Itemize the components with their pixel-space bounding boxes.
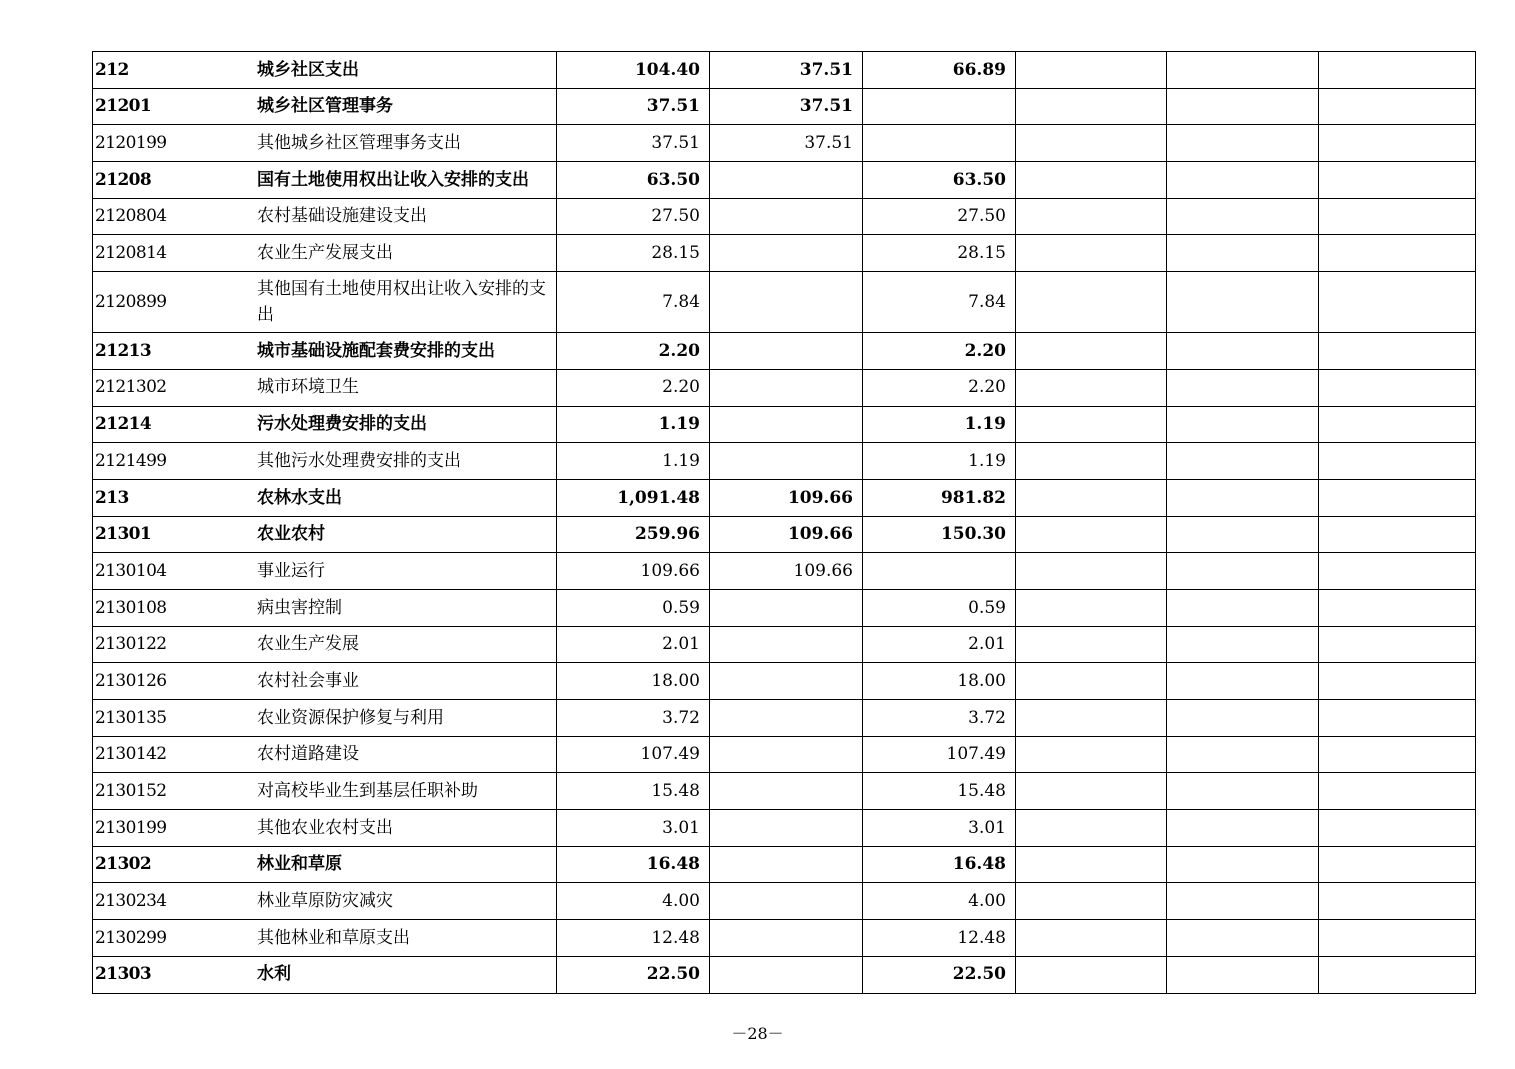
row-name-cell: 污水处理费安排的支出 <box>255 406 557 443</box>
row-empty-cell <box>1167 88 1319 125</box>
row-name-cell: 城乡社区支出 <box>255 52 557 89</box>
row-total-cell: 1,091.48 <box>557 479 710 516</box>
row-name-cell: 事业运行 <box>255 553 557 590</box>
row-name-cell: 林业和草原 <box>255 846 557 883</box>
row-project-expenditure-cell: 981.82 <box>863 479 1016 516</box>
row-empty-cell <box>1167 883 1319 920</box>
row-total-cell: 2.20 <box>557 369 710 406</box>
row-total-cell: 12.48 <box>557 920 710 957</box>
row-total-cell: 22.50 <box>557 956 710 993</box>
row-code-cell: 2130152 <box>93 773 255 810</box>
table-row <box>93 198 1476 235</box>
budget-table <box>92 51 1476 994</box>
row-empty-cell <box>1016 443 1167 480</box>
table-row <box>93 88 1476 125</box>
row-name-cell: 病虫害控制 <box>255 589 557 626</box>
row-empty-cell <box>1167 589 1319 626</box>
row-empty-cell <box>1016 553 1167 590</box>
row-empty-cell <box>1167 162 1319 199</box>
row-empty-cell <box>1016 406 1167 443</box>
row-total-cell: 2.01 <box>557 626 710 663</box>
row-empty-cell <box>1016 883 1167 920</box>
table-row <box>93 369 1476 406</box>
row-name-cell: 农业资源保护修复与利用 <box>255 700 557 737</box>
row-empty-cell <box>1167 52 1319 89</box>
row-empty-cell <box>1319 810 1476 847</box>
row-empty-cell <box>1167 956 1319 993</box>
row-project-expenditure-cell: 63.50 <box>863 162 1016 199</box>
row-empty-cell <box>1016 52 1167 89</box>
row-project-expenditure-cell: 0.59 <box>863 589 1016 626</box>
row-empty-cell <box>1319 700 1476 737</box>
row-empty-cell <box>1016 846 1167 883</box>
row-empty-cell <box>1016 956 1167 993</box>
row-total-cell: 1.19 <box>557 406 710 443</box>
row-empty-cell <box>1319 773 1476 810</box>
table-row <box>93 406 1476 443</box>
row-name-cell: 其他国有土地使用权出让收入安排的支出 <box>255 272 557 333</box>
row-code-cell: 21208 <box>93 162 255 199</box>
row-empty-cell <box>1167 443 1319 480</box>
row-basic-expenditure-cell <box>710 589 863 626</box>
row-empty-cell <box>1167 369 1319 406</box>
page-number: －28－ <box>731 1024 784 1043</box>
row-project-expenditure-cell: 15.48 <box>863 773 1016 810</box>
row-code-cell: 2130122 <box>93 626 255 663</box>
table-row <box>93 810 1476 847</box>
row-empty-cell <box>1319 443 1476 480</box>
row-project-expenditure-cell: 150.30 <box>863 516 1016 553</box>
row-project-expenditure-cell: 2.20 <box>863 333 1016 370</box>
table-row <box>93 883 1476 920</box>
row-basic-expenditure-cell <box>710 700 863 737</box>
row-project-expenditure-cell: 1.19 <box>863 443 1016 480</box>
table-body <box>93 52 1476 994</box>
row-empty-cell <box>1167 700 1319 737</box>
row-total-cell: 18.00 <box>557 663 710 700</box>
row-name-cell: 国有土地使用权出让收入安排的支出 <box>255 162 557 199</box>
row-code-cell: 2121499 <box>93 443 255 480</box>
row-name-cell: 农村道路建设 <box>255 736 557 773</box>
row-name-cell: 农村基础设施建设支出 <box>255 198 557 235</box>
row-name-cell: 农业生产发展支出 <box>255 235 557 272</box>
table-row <box>93 235 1476 272</box>
row-empty-cell <box>1167 333 1319 370</box>
row-basic-expenditure-cell <box>710 162 863 199</box>
row-project-expenditure-cell <box>863 125 1016 162</box>
row-basic-expenditure-cell <box>710 956 863 993</box>
row-empty-cell <box>1016 333 1167 370</box>
row-empty-cell <box>1319 272 1476 333</box>
row-empty-cell <box>1167 479 1319 516</box>
row-code-cell: 2130108 <box>93 589 255 626</box>
row-empty-cell <box>1319 125 1476 162</box>
row-basic-expenditure-cell: 109.66 <box>710 516 863 553</box>
row-project-expenditure-cell: 4.00 <box>863 883 1016 920</box>
row-code-cell: 2130199 <box>93 810 255 847</box>
row-empty-cell <box>1167 810 1319 847</box>
row-project-expenditure-cell: 22.50 <box>863 956 1016 993</box>
row-total-cell: 107.49 <box>557 736 710 773</box>
row-project-expenditure-cell <box>863 88 1016 125</box>
row-empty-cell <box>1016 162 1167 199</box>
row-total-cell: 27.50 <box>557 198 710 235</box>
row-empty-cell <box>1167 406 1319 443</box>
row-empty-cell <box>1016 700 1167 737</box>
table-row <box>93 846 1476 883</box>
row-empty-cell <box>1319 956 1476 993</box>
row-basic-expenditure-cell <box>710 626 863 663</box>
row-empty-cell <box>1016 235 1167 272</box>
row-code-cell: 2130135 <box>93 700 255 737</box>
row-name-cell: 城市环境卫生 <box>255 369 557 406</box>
row-empty-cell <box>1016 369 1167 406</box>
row-basic-expenditure-cell <box>710 663 863 700</box>
row-empty-cell <box>1016 198 1167 235</box>
row-empty-cell <box>1319 198 1476 235</box>
row-name-cell: 其他城乡社区管理事务支出 <box>255 125 557 162</box>
row-empty-cell <box>1319 846 1476 883</box>
row-name-cell: 对高校毕业生到基层任职补助 <box>255 773 557 810</box>
row-code-cell: 2130126 <box>93 663 255 700</box>
row-empty-cell <box>1319 553 1476 590</box>
row-code-cell: 21201 <box>93 88 255 125</box>
row-empty-cell <box>1016 125 1167 162</box>
row-project-expenditure-cell: 7.84 <box>863 272 1016 333</box>
row-basic-expenditure-cell <box>710 235 863 272</box>
table-row <box>93 700 1476 737</box>
row-empty-cell <box>1016 589 1167 626</box>
row-empty-cell <box>1319 663 1476 700</box>
row-project-expenditure-cell: 3.72 <box>863 700 1016 737</box>
row-project-expenditure-cell <box>863 553 1016 590</box>
row-basic-expenditure-cell: 109.66 <box>710 479 863 516</box>
row-total-cell: 28.15 <box>557 235 710 272</box>
row-basic-expenditure-cell <box>710 810 863 847</box>
row-empty-cell <box>1016 272 1167 333</box>
row-total-cell: 104.40 <box>557 52 710 89</box>
table-row <box>93 663 1476 700</box>
table-row <box>93 626 1476 663</box>
table-row <box>93 920 1476 957</box>
row-code-cell: 21303 <box>93 956 255 993</box>
row-project-expenditure-cell: 107.49 <box>863 736 1016 773</box>
row-total-cell: 37.51 <box>557 88 710 125</box>
row-name-cell: 水利 <box>255 956 557 993</box>
row-empty-cell <box>1016 736 1167 773</box>
row-empty-cell <box>1167 553 1319 590</box>
row-total-cell: 15.48 <box>557 773 710 810</box>
row-basic-expenditure-cell <box>710 369 863 406</box>
row-empty-cell <box>1319 920 1476 957</box>
row-empty-cell <box>1167 198 1319 235</box>
row-basic-expenditure-cell: 109.66 <box>710 553 863 590</box>
row-code-cell: 2121302 <box>93 369 255 406</box>
row-name-cell: 城市基础设施配套费安排的支出 <box>255 333 557 370</box>
table-row <box>93 553 1476 590</box>
row-empty-cell <box>1167 846 1319 883</box>
row-project-expenditure-cell: 2.20 <box>863 369 1016 406</box>
row-empty-cell <box>1167 272 1319 333</box>
row-basic-expenditure-cell <box>710 883 863 920</box>
row-name-cell: 农业农村 <box>255 516 557 553</box>
table-row <box>93 443 1476 480</box>
row-total-cell: 109.66 <box>557 553 710 590</box>
row-empty-cell <box>1319 516 1476 553</box>
row-empty-cell <box>1319 736 1476 773</box>
row-total-cell: 7.84 <box>557 272 710 333</box>
table-row <box>93 589 1476 626</box>
row-empty-cell <box>1167 516 1319 553</box>
row-total-cell: 4.00 <box>557 883 710 920</box>
row-empty-cell <box>1319 589 1476 626</box>
row-name-cell: 城乡社区管理事务 <box>255 88 557 125</box>
row-code-cell: 212 <box>93 52 255 89</box>
row-project-expenditure-cell: 18.00 <box>863 663 1016 700</box>
row-project-expenditure-cell: 16.48 <box>863 846 1016 883</box>
row-basic-expenditure-cell <box>710 272 863 333</box>
row-empty-cell <box>1016 88 1167 125</box>
row-empty-cell <box>1319 626 1476 663</box>
row-total-cell: 37.51 <box>557 125 710 162</box>
row-empty-cell <box>1167 773 1319 810</box>
row-empty-cell <box>1319 88 1476 125</box>
row-code-cell: 21302 <box>93 846 255 883</box>
row-name-cell: 农林水支出 <box>255 479 557 516</box>
row-project-expenditure-cell: 2.01 <box>863 626 1016 663</box>
row-code-cell: 2130104 <box>93 553 255 590</box>
table-row <box>93 272 1476 333</box>
table-row <box>93 516 1476 553</box>
row-empty-cell <box>1319 369 1476 406</box>
row-total-cell: 63.50 <box>557 162 710 199</box>
row-project-expenditure-cell: 12.48 <box>863 920 1016 957</box>
row-empty-cell <box>1016 479 1167 516</box>
table-row <box>93 52 1476 89</box>
row-total-cell: 3.72 <box>557 700 710 737</box>
row-code-cell: 21214 <box>93 406 255 443</box>
table-row <box>93 333 1476 370</box>
row-code-cell: 21301 <box>93 516 255 553</box>
row-code-cell: 2120899 <box>93 272 255 333</box>
row-empty-cell <box>1016 773 1167 810</box>
row-total-cell: 2.20 <box>557 333 710 370</box>
row-empty-cell <box>1167 235 1319 272</box>
row-empty-cell <box>1167 736 1319 773</box>
table-row <box>93 956 1476 993</box>
row-empty-cell <box>1319 333 1476 370</box>
row-empty-cell <box>1167 626 1319 663</box>
table-row <box>93 125 1476 162</box>
row-total-cell: 0.59 <box>557 589 710 626</box>
row-name-cell: 林业草原防灾减灾 <box>255 883 557 920</box>
row-name-cell: 其他污水处理费安排的支出 <box>255 443 557 480</box>
row-project-expenditure-cell: 66.89 <box>863 52 1016 89</box>
row-empty-cell <box>1319 479 1476 516</box>
row-total-cell: 1.19 <box>557 443 710 480</box>
row-basic-expenditure-cell <box>710 406 863 443</box>
row-empty-cell <box>1167 125 1319 162</box>
row-basic-expenditure-cell <box>710 773 863 810</box>
row-empty-cell <box>1319 406 1476 443</box>
table-row <box>93 479 1476 516</box>
row-code-cell: 2130234 <box>93 883 255 920</box>
row-basic-expenditure-cell <box>710 920 863 957</box>
row-empty-cell <box>1319 883 1476 920</box>
row-name-cell: 其他林业和草原支出 <box>255 920 557 957</box>
row-name-cell: 农业生产发展 <box>255 626 557 663</box>
row-project-expenditure-cell: 1.19 <box>863 406 1016 443</box>
row-empty-cell <box>1319 52 1476 89</box>
row-empty-cell <box>1167 663 1319 700</box>
row-project-expenditure-cell: 27.50 <box>863 198 1016 235</box>
row-project-expenditure-cell: 28.15 <box>863 235 1016 272</box>
row-empty-cell <box>1016 920 1167 957</box>
table-row <box>93 736 1476 773</box>
row-basic-expenditure-cell <box>710 736 863 773</box>
row-basic-expenditure-cell: 37.51 <box>710 52 863 89</box>
row-name-cell: 其他农业农村支出 <box>255 810 557 847</box>
row-empty-cell <box>1319 235 1476 272</box>
row-basic-expenditure-cell <box>710 443 863 480</box>
row-empty-cell <box>1016 516 1167 553</box>
row-empty-cell <box>1016 626 1167 663</box>
table-row <box>93 773 1476 810</box>
row-empty-cell <box>1016 810 1167 847</box>
row-empty-cell <box>1016 663 1167 700</box>
row-project-expenditure-cell: 3.01 <box>863 810 1016 847</box>
row-code-cell: 21213 <box>93 333 255 370</box>
row-empty-cell <box>1167 920 1319 957</box>
table-row <box>93 162 1476 199</box>
row-basic-expenditure-cell: 37.51 <box>710 88 863 125</box>
row-code-cell: 2120199 <box>93 125 255 162</box>
row-basic-expenditure-cell: 37.51 <box>710 125 863 162</box>
row-empty-cell <box>1319 162 1476 199</box>
row-basic-expenditure-cell <box>710 198 863 235</box>
row-total-cell: 259.96 <box>557 516 710 553</box>
row-code-cell: 2120814 <box>93 235 255 272</box>
row-total-cell: 3.01 <box>557 810 710 847</box>
row-name-cell: 农村社会事业 <box>255 663 557 700</box>
row-code-cell: 2130299 <box>93 920 255 957</box>
row-code-cell: 2120804 <box>93 198 255 235</box>
row-basic-expenditure-cell <box>710 333 863 370</box>
row-basic-expenditure-cell <box>710 846 863 883</box>
row-total-cell: 16.48 <box>557 846 710 883</box>
row-code-cell: 213 <box>93 479 255 516</box>
row-code-cell: 2130142 <box>93 736 255 773</box>
